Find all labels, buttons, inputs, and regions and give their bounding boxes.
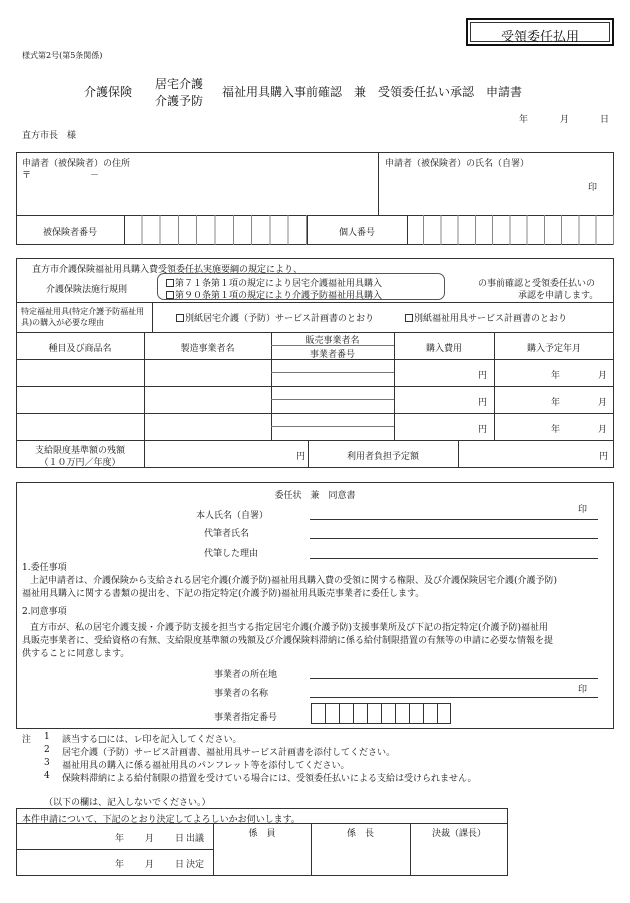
col-header-seller-no: 事業者番号 <box>309 350 355 360</box>
copay-amount-field[interactable] <box>462 444 592 464</box>
personal-number-label: 個人番号 <box>338 228 375 238</box>
table-row-3-month: 月 <box>598 425 608 435</box>
proxy-reason-field[interactable] <box>312 542 596 556</box>
office-row-1-label: 出議 <box>186 834 205 844</box>
office-question: 本件申請について、下記のとおり決定してよろしいかお伺いします。 <box>22 815 300 825</box>
personal-number-cells[interactable] <box>407 215 614 245</box>
business-number-label: 事業者指定番号 <box>214 713 278 723</box>
checkbox-icon <box>405 314 413 322</box>
proxy-name-label: 代筆者氏名 <box>204 529 250 539</box>
applicant-seal: 印 <box>588 183 598 193</box>
limit-amount-field[interactable] <box>148 444 288 464</box>
delegation-section-2-line-1: 直方市が、私の居宅介護支援・介護予防支援を担当する指定居宅介護(介護予防)支援事業所及び下記の指定特定(介護予防)福祉用 <box>30 623 549 633</box>
checkbox-icon <box>166 279 174 287</box>
col-header-date: 購入予定年月 <box>526 344 581 354</box>
note-4-no: 4 <box>44 771 50 781</box>
delegation-section-1-title: 1.委任事項 <box>22 563 67 573</box>
title-prefix: 介護保険 <box>84 85 133 99</box>
proxy-name-field[interactable] <box>312 522 596 536</box>
delegation-section-1-line-1: 上記申請者は、介護保険から支給される居宅介護(介護予防)福祉用具購入費の受領に関する権限、及び介護保険居宅介護(介護予防) <box>30 576 558 586</box>
name-label: 申請者（被保険者）の氏名（自署） <box>385 159 530 169</box>
office-row-2-label: 決定 <box>186 860 205 870</box>
principal-seal: 印 <box>578 505 588 515</box>
note-1-text: 該当する□には、レ印を記入してください。 <box>62 735 242 745</box>
principal-name-label: 本人氏名（自署） <box>196 511 269 521</box>
office-row-2-month: 月 <box>145 860 155 870</box>
insured-number-label: 被保険者番号 <box>42 228 97 238</box>
stamp-label: 受領委任払用 <box>500 30 579 45</box>
date-month-label: 月 <box>560 115 570 125</box>
limit-label: 支給限度基準額の残額 <box>34 446 125 456</box>
business-address-field[interactable] <box>312 663 596 677</box>
applicant-name-field[interactable] <box>385 172 585 208</box>
request-tail-1: の事前確認と受領委任払いの <box>478 279 596 289</box>
table-row-1-year: 年 <box>551 371 561 381</box>
proxy-reason-label: 代筆した理由 <box>204 549 259 559</box>
reason-label: 特定福祉用具(特定介護予防福祉用具)の購入が必要な理由 <box>21 307 145 327</box>
business-name-label: 事業者の名称 <box>214 689 269 699</box>
stamp-box <box>466 18 614 46</box>
approver-staff: 係 員 <box>248 829 276 839</box>
note-3-text: 福祉用具の購入に係る福祉用具のパンフレット等を添付してください。 <box>62 761 350 771</box>
business-seal: 印 <box>578 685 588 695</box>
col-header-item: 種目及び商品名 <box>48 344 112 354</box>
form-number: 様式第2号(第5条関係) <box>22 51 103 60</box>
address-label: 申請者（被保険者）の住所 <box>22 159 131 169</box>
delegation-section-1-line-2: 福祉用具購入に関する書類の提出を、下記の指定特定(介護予防)福祉用具販売事業者に委任します。 <box>22 589 425 599</box>
col-header-seller: 販売事業者名 <box>305 336 360 346</box>
table-row-2-year: 年 <box>551 398 561 408</box>
title-type-1: 居宅介護 <box>155 77 204 91</box>
request-intro: 直方市介護保険福祉用具購入費受領委任払実施要綱の規定により、 <box>32 265 303 275</box>
delegation-section-2-title: 2.同意事項 <box>22 607 67 617</box>
checkbox-icon <box>176 314 184 322</box>
postal-mark: 〒 <box>22 171 32 181</box>
table-row-3-year: 年 <box>551 425 561 435</box>
request-tail-2: 承認を申請します。 <box>518 291 599 301</box>
note-4-text: 保険料滞納による給付制限の措置を受けている場合には、受領委任払いによる支給は受けられません。 <box>62 774 477 784</box>
approver-manager: 決裁（課長） <box>431 829 486 839</box>
title-type-2: 介護予防 <box>155 94 204 108</box>
office-row-1-year: 年 <box>115 834 125 844</box>
address-field[interactable] <box>22 182 372 210</box>
reason-option-1[interactable]: 別紙居宅介護（予防）サービス計画書のとおり <box>176 311 374 324</box>
page-title: 福祉用具購入事前確認 兼 受領委任払い承認 申請書 <box>222 85 523 99</box>
date-day-label: 日 <box>600 115 610 125</box>
principal-name-field[interactable] <box>312 502 572 518</box>
addressee: 直方市長 様 <box>22 131 77 141</box>
delegation-section-2-line-3: 供することに同意します。 <box>22 649 130 659</box>
checkbox-icon <box>166 291 174 299</box>
table-row-1-month: 月 <box>598 371 608 381</box>
note-3-no: 3 <box>44 758 50 768</box>
rule-label: 介護保険法施行規則 <box>46 285 128 295</box>
approver-chief: 係 長 <box>346 829 374 839</box>
date-year-label: 年 <box>519 115 529 125</box>
office-row-1-day: 日 <box>175 834 185 844</box>
copay-label: 利用者負担予定額 <box>346 452 419 462</box>
col-header-maker: 製造事業者名 <box>180 344 235 354</box>
rule-option-1[interactable]: 第７１条第１項の規定により居宅介護福祉用具購入 <box>166 276 382 289</box>
business-number-cells[interactable] <box>311 703 451 724</box>
col-header-cost: 購入費用 <box>425 344 462 354</box>
insured-number-cells[interactable] <box>124 215 307 245</box>
limit-unit: 円 <box>296 452 306 462</box>
limit-sublabel: （１０万円／年度） <box>39 458 121 468</box>
reason-option-2[interactable]: 別紙福祉用具サービス計画書のとおり <box>405 311 567 324</box>
office-caption: （以下の欄は、記入しないでください。） <box>44 798 211 808</box>
office-row-2-day: 日 <box>175 860 185 870</box>
business-name-field[interactable] <box>312 682 572 696</box>
table-row-3-yen: 円 <box>478 425 488 435</box>
notes-label: 注 <box>22 735 32 745</box>
table-row-2-month: 月 <box>598 398 608 408</box>
office-row-1-month: 月 <box>145 834 155 844</box>
delegation-section-2-line-2: 具販売事業者に、受給資格の有無、支給限度基準額の残額及び介護保険料滞納に係る給付制限措置の有無等の申請に必要な情報を提 <box>22 636 554 646</box>
rule-option-2[interactable]: 第９０条第１項の規定により介護予防福祉用具購入 <box>166 288 382 301</box>
note-2-text: 居宅介護（予防）サービス計画書、福祉用具サービス計画書を添付してください。 <box>62 748 396 758</box>
note-2-no: 2 <box>44 745 50 755</box>
postal-dash: － <box>90 171 100 181</box>
delegation-title: 委任状 兼 同意書 <box>274 491 356 501</box>
note-1-no: 1 <box>44 732 50 742</box>
office-row-2-year: 年 <box>115 860 125 870</box>
table-row-1-yen: 円 <box>478 371 488 381</box>
copay-unit: 円 <box>599 452 609 462</box>
business-address-label: 事業者の所在地 <box>214 670 278 680</box>
table-row-2-yen: 円 <box>478 398 488 408</box>
